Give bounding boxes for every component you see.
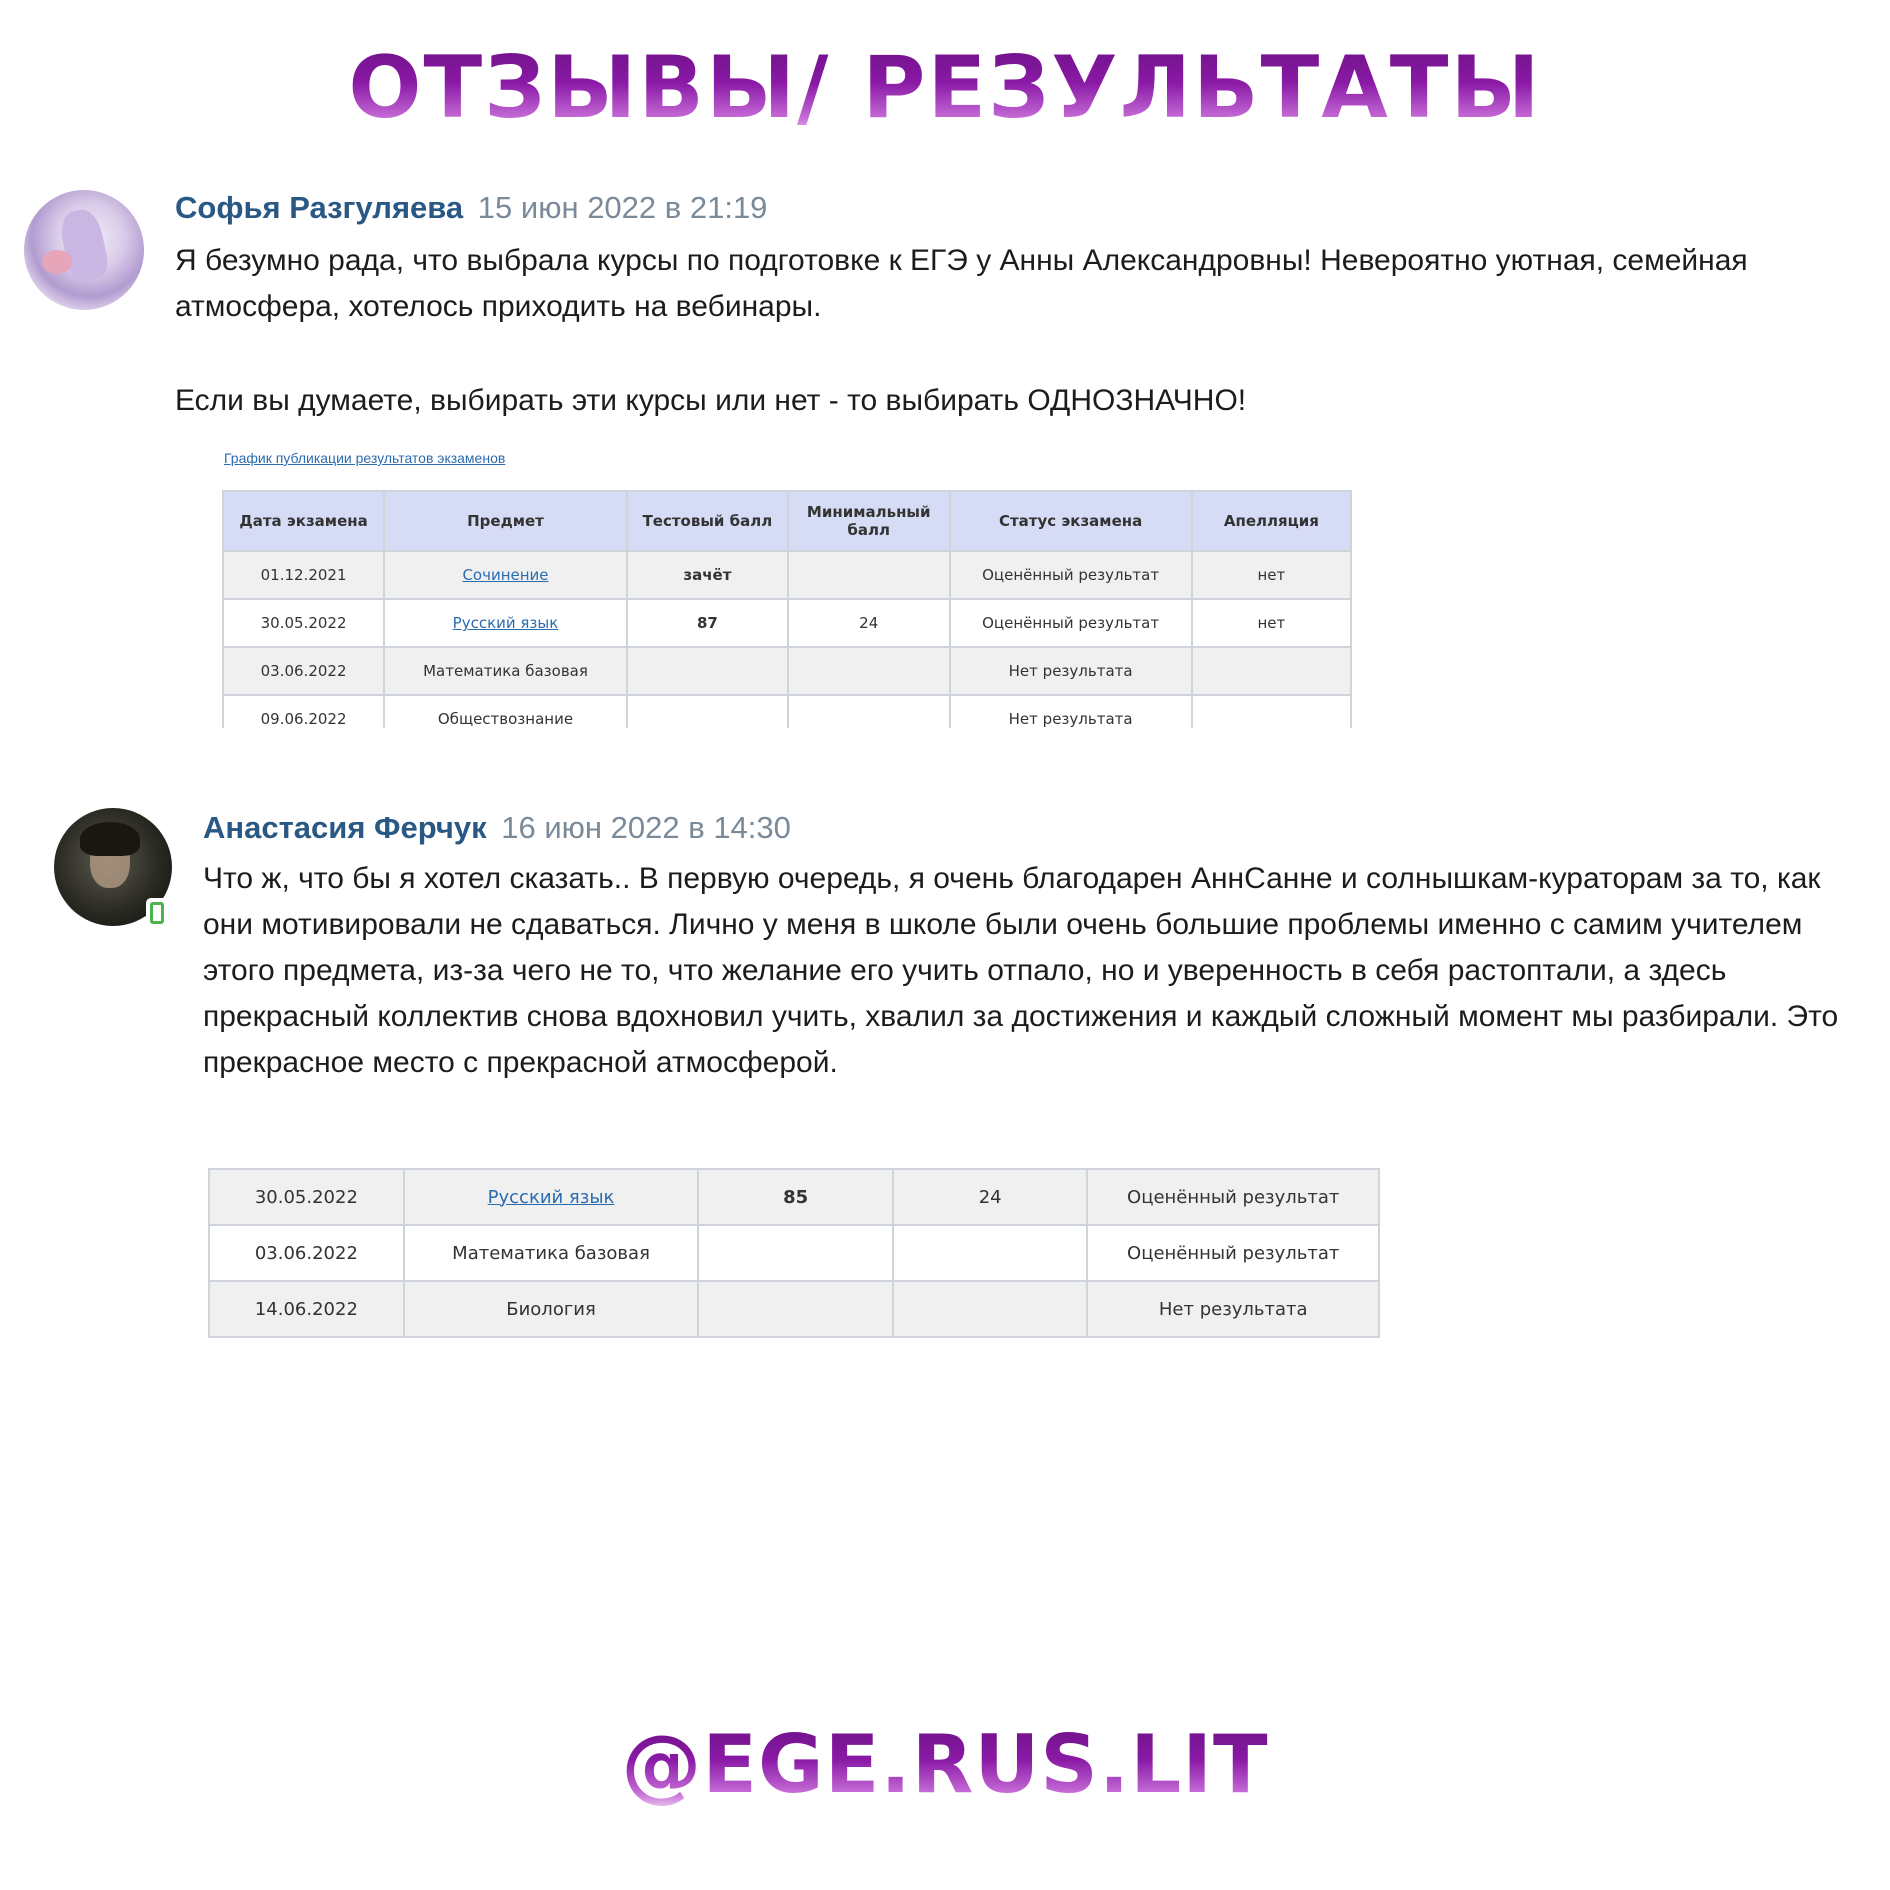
column-header: Тестовый балл (627, 491, 788, 551)
test-score (627, 695, 788, 728)
column-header: Дата экзамена (223, 491, 384, 551)
review-text: Что ж, что бы я хотел сказать.. В первую очередь, я очень благодарен АннСанне и солнышкам-кураторам за то, как они мотивировали не сдаваться. Лично у меня в школе были очень большие проблемы именно с самим учителем этого предмета, из-за чего не то, что желание его учить отпало, но и уверенность в себя растоптали, а здесь прекрасный коллектив снова вдохновил учить, хвалил за достижения и каждый сложный момент мы разбирали. Это прекрасное место с прекрасной атмосферой. (203, 862, 1839, 1079)
author-name[interactable]: Софья Разгуляева (175, 190, 464, 225)
exam-date: 30.05.2022 (223, 599, 384, 647)
avatar[interactable] (24, 190, 144, 310)
table-row (223, 695, 1351, 728)
table-row (209, 1281, 1379, 1337)
author-name[interactable]: Анастасия Ферчук (203, 810, 487, 845)
min-score: 24 (788, 599, 950, 647)
min-score: 24 (893, 1169, 1088, 1225)
table-row (209, 1225, 1379, 1281)
table-row (223, 551, 1351, 599)
exam-date: 30.05.2022 (209, 1169, 404, 1225)
test-score (698, 1225, 893, 1281)
min-score (788, 647, 950, 695)
test-score: 85 (698, 1169, 893, 1225)
avatar-art-accent (42, 250, 72, 274)
test-score (698, 1281, 893, 1337)
mobile-online-icon (146, 898, 168, 928)
subject-link[interactable]: Русский язык (452, 614, 559, 632)
subject-cell (384, 551, 627, 599)
exam-date: 09.06.2022 (223, 695, 384, 728)
exam-date: 03.06.2022 (223, 647, 384, 695)
appeal: нет (1192, 599, 1351, 647)
subject-cell: Биология (404, 1281, 699, 1337)
test-score: зачёт (627, 551, 788, 599)
table-header-row (223, 491, 1351, 551)
table-row (223, 599, 1351, 647)
subject-cell (404, 1169, 699, 1225)
results-table (208, 1168, 1380, 1338)
page-title: ОТЗЫВЫ/ РЕЗУЛЬТАТЫ (0, 38, 1890, 138)
column-header: Предмет (384, 491, 627, 551)
exam-status: Нет результата (950, 647, 1192, 695)
column-header: Минимальный балл (788, 491, 950, 551)
exam-status: Оценённый результат (950, 599, 1192, 647)
exam-date: 01.12.2021 (223, 551, 384, 599)
review-text: Если вы думаете, выбирать эти курсы или нет - то выбирать ОДНОЗНАЧНО! (175, 384, 1247, 417)
subject-cell (384, 599, 627, 647)
review-text: Я безумно рада, что выбрала курсы по подготовке к ЕГЭ у Анны Александровны! Невероятно уютная, семейная атмосфера, хотелось приходить на вебинары. (175, 244, 1748, 323)
table-row (209, 1169, 1379, 1225)
appeal: нет (1192, 551, 1351, 599)
column-header: Статус экзамена (950, 491, 1192, 551)
review-date[interactable]: 16 июн 2022 в 14:30 (501, 810, 791, 845)
exam-status: Оценённый результат (1087, 1169, 1379, 1225)
exam-date: 14.06.2022 (209, 1281, 404, 1337)
results-table (222, 490, 1352, 728)
test-score (627, 647, 788, 695)
results-schedule-link[interactable]: График публикации результатов экзаменов (224, 450, 506, 466)
min-score (893, 1281, 1088, 1337)
column-header: Апелляция (1192, 491, 1351, 551)
exam-status: Оценённый результат (950, 551, 1192, 599)
subject-link[interactable]: Русский язык (487, 1186, 615, 1208)
exam-date: 03.06.2022 (209, 1225, 404, 1281)
review-header (203, 810, 791, 846)
review-header (175, 190, 767, 226)
appeal (1192, 647, 1351, 695)
appeal (1192, 695, 1351, 728)
subject-cell: Математика базовая (404, 1225, 699, 1281)
subject-cell: Обществознание (384, 695, 627, 728)
subject-cell: Математика базовая (384, 647, 627, 695)
review-date[interactable]: 15 июн 2022 в 21:19 (477, 190, 768, 225)
min-score (893, 1225, 1088, 1281)
min-score (788, 695, 950, 728)
exam-status: Нет результата (1087, 1281, 1379, 1337)
exam-status: Нет результата (950, 695, 1192, 728)
exam-status: Оценённый результат (1087, 1225, 1379, 1281)
results-screenshot[interactable] (222, 450, 1352, 728)
test-score: 87 (627, 599, 788, 647)
avatar-art-accent (80, 822, 140, 856)
instagram-handle: @EGE.RUS.LIT (0, 1718, 1890, 1811)
min-score (788, 551, 950, 599)
table-row (223, 647, 1351, 695)
results-screenshot[interactable] (208, 1148, 1380, 1344)
subject-link[interactable]: Сочинение (462, 566, 549, 584)
